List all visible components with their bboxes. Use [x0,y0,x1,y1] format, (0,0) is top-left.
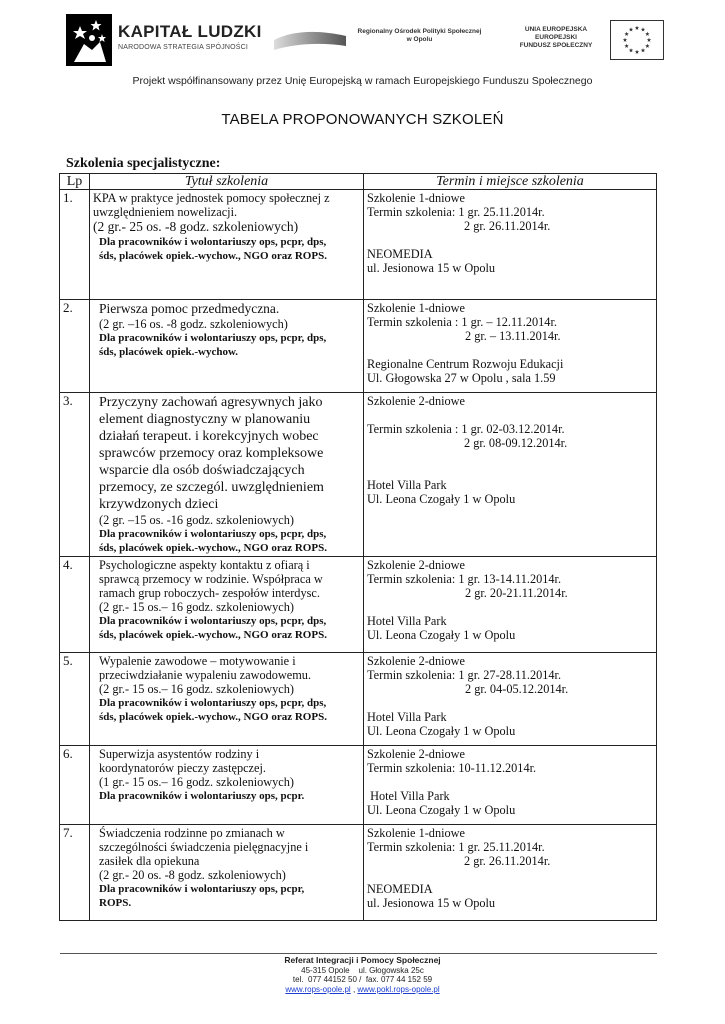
footer-department: Referat Integracji i Pomocy Społecznej [284,955,441,965]
training-venue: Hotel Villa Park [367,789,450,803]
kapital-ludzki-emblem [66,14,112,66]
training-duration: Szkolenie 2-dniowe [367,558,466,572]
table-row [60,393,657,557]
eu-line2: EUROPEJSKI [535,34,577,41]
training-venue: Hotel Villa Park [367,614,447,628]
audience-line: śds, placówek opiek.-wychow., NGO oraz ROPS. [99,249,327,262]
eu-star-icon [641,48,645,52]
training-title-line: Przyczyny zachowań agresywnych jako [99,395,323,410]
training-venue: Hotel Villa Park [367,710,447,724]
document-title: TABELA PROPONOWANYCH SZKOLEŃ [221,111,504,128]
eu-star-icon [641,27,645,31]
eu-text [506,26,606,50]
spacer [367,868,653,882]
footer-phone-fax: tel. 077 44152 50 / fax. 077 44 152 59 [292,975,433,984]
rops-name [352,28,487,44]
training-duration: Szkolenie 2-dniowe [367,654,466,668]
training-address: Ul. Leona Czogały 1 w Opolu [367,492,516,506]
training-venue: NEOMEDIA [367,247,433,261]
training-term-cell [364,557,657,653]
table-row [60,300,657,393]
training-date-group2: 2 gr. 26.11.2014r. [464,854,551,868]
eu-star-icon [629,27,633,31]
audience-line: śds, placówek opiek.-wychow., NGO oraz ROPS. [99,629,327,641]
training-date-group2: 2 gr. 20-21.11.2014r. [465,586,568,600]
training-title-cell [90,300,364,393]
training-title-line: szczególności świadczenia pielęgnacyjne i [99,840,309,854]
training-title-line: Wypalenie zawodowe – motywowanie i [99,654,296,668]
footer-links [0,985,725,995]
training-duration: Szkolenie 1-dniowe [367,191,466,205]
eu-star-icon [624,44,628,48]
header-logos [66,12,666,68]
header-title: Tytuł szkolenia [90,174,364,190]
training-term-cell [364,653,657,746]
training-date-group1: Termin szkolenia: 1 gr. 27-28.11.2014r. [367,668,562,682]
footer-link-separator: , [350,984,358,994]
training-title-line: ramach grup roboczych- zespołów interdysc. [99,586,320,600]
pokl-website-link[interactable]: www.pokl.rops-opole.pl [357,984,440,994]
eu-star-icon [645,32,649,36]
training-date-group1: Termin szkolenia: 1 gr. 25.11.2014r. [367,840,545,854]
training-title-cell [90,557,364,653]
training-hours: (2 gr.- 25 os. -8 godz. szkoleniowych) [93,219,299,234]
training-address: Ul. Głogowska 27 w Opolu , sala 1.59 [367,371,556,385]
training-address: Ul. Leona Czogały 1 w Opolu [367,628,516,642]
training-title-line: sprawcą przemocy w rodzinie. Współpraca w [99,572,323,586]
eu-star-icon [635,26,639,30]
training-title-line: krzywdzonych dzieci [99,497,219,512]
training-address: Ul. Leona Czogały 1 w Opolu [367,724,516,738]
training-hours: (2 gr.- 20 os. -8 godz. szkoleniowych) [99,868,286,882]
spacer [367,343,653,357]
training-title-line: uwzględnieniem nowelizacji. [93,205,238,219]
training-title-line: działań terapeut. i korekcyjnych wobec [99,429,319,444]
rops-name-line2: w Opolu [406,36,433,43]
eu-star-icon [645,44,649,48]
audience-line: śds, placówek opiek.-wychow., NGO oraz ROPS. [99,542,327,554]
training-date-group2: 2 gr. – 13.11.2014r. [465,329,561,343]
training-address: ul. Jesionowa 15 w Opolu [367,261,496,275]
training-title-cell [90,653,364,746]
audience-line: Dla pracowników i wolontariuszy ops, pcpr, [99,883,305,895]
eu-line1: UNIA EUROPEJSKA [524,26,588,33]
training-title-line: zasiłek dla opiekuna [99,854,200,868]
spacer [367,450,653,464]
footer [0,956,725,994]
spacer [367,600,653,614]
training-title-line: Superwizja asystentów rodziny i [99,747,260,761]
spacer [367,464,653,478]
eu-star-icon [647,38,651,42]
training-term-cell [364,746,657,825]
training-date-group1: Termin szkolenia: 1 gr. 13-14.11.2014r. [367,572,562,586]
training-title-line: sprawców przemocy oraz kompleksowe [99,446,324,461]
training-title-line: Psychologiczne aspekty kontaktu z ofiarą i [99,558,310,572]
audience-line: Dla pracowników i wolontariuszy ops, pcpr, dps, [99,235,327,248]
audience-line: śds, placówek opiek.-wychow. [99,345,239,358]
training-title-cell [90,746,364,825]
audience-line: ROPS. [99,897,132,909]
training-title-cell [90,825,364,921]
spacer [367,233,653,247]
training-title-line: przeciwdziałanie wypaleniu zawodowemu. [99,668,312,682]
training-title-line: przemocy, ze szczegól. uwzględnieniem [99,480,324,495]
training-date-group2: 2 gr. 26.11.2014r. [464,219,551,233]
section-title: Szkolenia specjalistyczne: [66,156,221,171]
kapital-ludzki-logo [66,12,262,68]
kapital-ludzki-title: KAPITAŁ LUDZKI [118,22,262,41]
row-number: 6. [60,746,90,825]
audience-line: Dla pracowników i wolontariuszy ops, pcpr, dps, [99,528,327,540]
eu-line3: FUNDUSZ SPOŁECZNY [519,42,593,49]
training-venue: NEOMEDIA [367,882,433,896]
eu-stars-icon [611,21,663,59]
row-number: 7. [60,825,90,921]
training-duration: Szkolenie 2-dniowe [367,747,466,761]
table-row [60,825,657,921]
training-date-group1: Termin szkolenia : 1 gr. 02-03.12.2014r. [367,422,565,436]
row-number: 2. [60,300,90,393]
training-term-cell [364,300,657,393]
training-duration: Szkolenie 1-dniowe [367,301,466,315]
audience-line: Dla pracowników i wolontariuszy ops, pcpr, dps, [99,697,327,709]
training-title-line: koordynatorów pieczy zastępczej. [99,761,266,775]
spacer [367,408,653,422]
training-hours: (2 gr. –16 os. -8 godz. szkoleniowych) [99,316,288,331]
footer-divider [60,953,657,954]
row-number: 4. [60,557,90,653]
project-cofinancing-line: Projekt współfinansowany przez Unię Europejską w ramach Europejskiego Funduszu Społecznego [132,75,593,87]
training-date-group2: 2 gr. 08-09.12.2014r. [464,436,568,450]
audience-line: Dla pracowników i wolontariuszy ops, pcpr. [99,790,305,802]
spacer [367,775,653,789]
training-title-line: wsparcie dla osób doświadczających [99,463,305,478]
rops-logo [274,26,494,56]
star-figure-icon [66,14,112,66]
audience-line: Dla pracowników i wolontariuszy ops, pcpr, dps, [99,331,327,344]
rops-website-link[interactable]: www.rops-opole.pl [285,984,351,994]
table-row [60,746,657,825]
training-date-group1: Termin szkolenia: 1 gr. 25.11.2014r. [367,205,545,219]
eu-flag-icon [610,20,664,60]
training-date-group1: Termin szkolenia : 1 gr. – 12.11.2014r. [367,315,557,329]
row-number: 3. [60,393,90,557]
training-hours: (2 gr. –15 os. -16 godz. szkoleniowych) [99,513,295,527]
rops-emblem-icon [274,28,346,52]
kapital-ludzki-subtitle: NARODOWA STRATEGIA SPÓJNOŚCI [118,44,249,51]
spacer [367,696,653,710]
training-date-group2: 2 gr. 04-05.12.2014r. [465,682,569,696]
training-title-line: Pierwsza pomoc przedmedyczna. [99,301,280,316]
training-duration: Szkolenie 1-dniowe [367,826,466,840]
training-title-line: element diagnostyczny w planowaniu [99,412,311,427]
training-hours: (2 gr.- 15 os.– 16 godz. szkoleniowych) [99,682,295,696]
table-row [60,653,657,746]
training-venue: Hotel Villa Park [367,478,447,492]
training-term-cell [364,190,657,300]
table-row [60,557,657,653]
audience-line: śds, placówek opiek.-wychow., NGO oraz ROPS. [99,711,327,723]
training-term-cell [364,393,657,557]
training-title-cell [90,190,364,300]
training-term-cell [364,825,657,921]
table-row [60,190,657,300]
training-title-cell [90,393,364,557]
table-header-row [60,174,657,190]
training-date-group1: Termin szkolenia: 10-11.12.2014r. [367,761,537,775]
rops-name-line1: Regionalny Ośrodek Polityki Społecznej [357,28,482,35]
row-number: 1. [60,190,90,300]
training-title-line: Świadczenia rodzinne po zmianach w [99,826,285,840]
training-hours: (2 gr.- 15 os.– 16 godz. szkoleniowych) [99,600,295,614]
eu-star-icon [629,48,633,52]
header-term: Termin i miejsce szkolenia [364,174,657,190]
audience-line: Dla pracowników i wolontariuszy ops, pcpr, dps, [99,615,327,627]
training-address: ul. Jesionowa 15 w Opolu [367,896,496,910]
eu-logo [506,20,666,64]
eu-star-icon [623,38,627,42]
training-title-line: KPA w praktyce jednostek pomocy społecznej z [93,191,330,205]
eu-star-icon [635,50,639,54]
header-lp: Lp [60,174,90,190]
training-duration: Szkolenie 2-dniowe [367,394,466,408]
training-hours: (1 gr.- 15 os.– 16 godz. szkoleniowych) [99,775,295,789]
row-number: 5. [60,653,90,746]
eu-star-icon [624,32,628,36]
training-address: Ul. Leona Czogały 1 w Opolu [367,803,516,817]
footer-address: 45-315 Opole ul. Głogowska 25c [301,965,424,975]
training-venue: Regionalne Centrum Rozwoju Edukacji [367,357,564,371]
trainings-table [59,173,657,921]
